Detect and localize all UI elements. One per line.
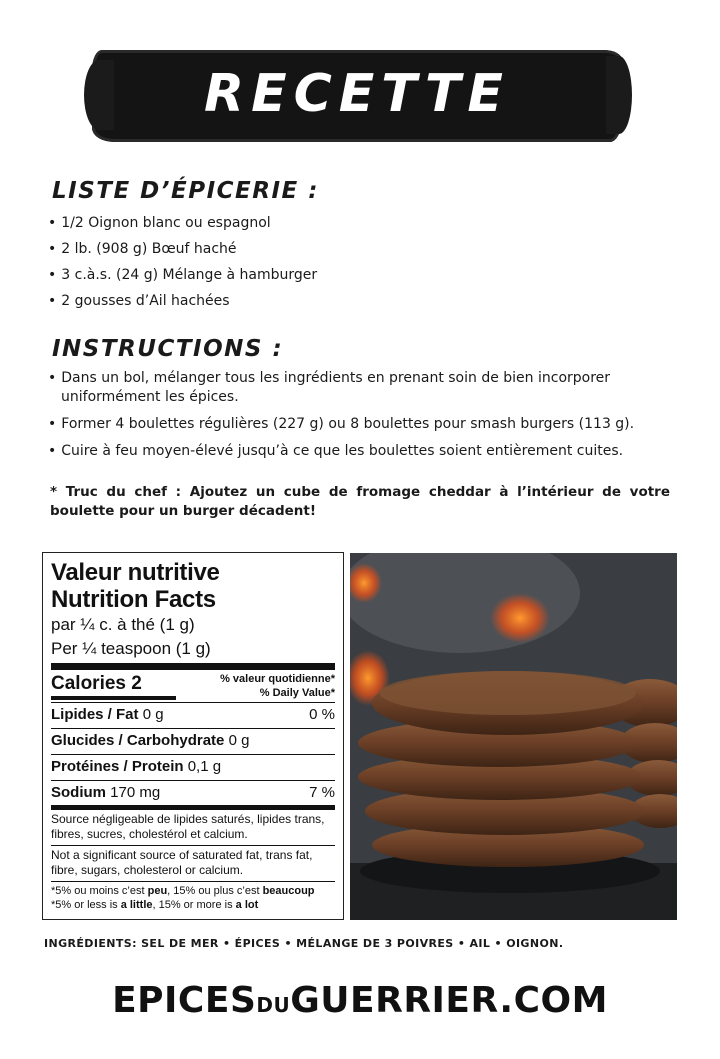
serving-size-fr: par ¼ c. à thé (1 g): [51, 615, 195, 634]
nutrition-title-fr: Valeur nutritive: [51, 559, 220, 586]
list-item: • Dans un bol, mélanger tous les ingrédients en prenant soin de bien incorporer uniformément les épices.: [48, 370, 611, 405]
title-banner: [92, 50, 622, 142]
chef-tip: * Truc du chef : Ajoutez un cube de fromage cheddar à l’intérieur de votre boulette pour un burger décadent!: [50, 484, 670, 519]
burger-patties-image: [350, 553, 677, 920]
nutrient-row-fat: Lipides / Fat 0 g 0 %: [51, 703, 335, 729]
nutrition-note-en: Not a significant source of saturated fat, trans fat, fibre, sugars, cholesterol or calcium.: [51, 846, 335, 882]
nutrition-title-en: Nutrition Facts: [51, 586, 216, 613]
daily-value-header: % valeur quotidienne* % Daily Value*: [220, 673, 335, 699]
grocery-list: [48, 210, 317, 314]
daily-value-footnote: *5% ou moins c’est peu, 15% ou plus c’est beaucoup *5% or less is a little, 15% or more is a lot: [51, 885, 315, 911]
nutrient-row-carbohydrate: Glucides / Carbohydrate 0 g: [51, 729, 335, 755]
list-item: • Former 4 boulettes régulières (227 g) ou 8 boulettes pour smash burgers (113 g).: [48, 416, 635, 432]
ingredients-line: INGRÉDIENTS: SEL DE MER • ÉPICES • MÉLANGE DE 3 POIVRES • AIL • OIGNON.: [44, 937, 564, 950]
list-item: • 1/2 Oignon blanc ou espagnol: [48, 215, 271, 231]
grocery-heading: LISTE D’ÉPICERIE :: [52, 178, 319, 204]
nutrient-row-protein: Protéines / Protein 0,1 g: [51, 755, 335, 781]
list-item: • 3 c.à.s. (24 g) Mélange à hamburger: [48, 267, 318, 283]
nutrition-facts-table: [42, 552, 344, 920]
serving-size-en: Per ¼ teaspoon (1 g): [51, 639, 211, 658]
calories-row: [51, 670, 335, 702]
instructions-heading: INSTRUCTIONS :: [52, 336, 284, 362]
burger-patties-illustration: [350, 553, 677, 920]
divider: [51, 663, 335, 670]
list-item: • 2 lb. (908 g) Bœuf haché: [48, 241, 237, 257]
list-item: • Cuire à feu moyen-élevé jusqu’à ce que les boulettes soient entièrement cuites.: [48, 443, 624, 459]
page-title: RECETTE: [204, 64, 510, 124]
website-url: EPICESDUGUERRIER.COM: [112, 980, 608, 1021]
instructions-list: [48, 369, 671, 469]
calories-label: Calories 2: [51, 673, 142, 694]
divider: [51, 696, 176, 700]
list-item: • 2 gousses d’Ail hachées: [48, 293, 230, 309]
nutrient-row-sodium: Sodium 170 mg 7 %: [51, 781, 335, 810]
nutrition-note-fr: Source négligeable de lipides saturés, lipides trans, fibres, sucres, cholestérol et calcium.: [51, 810, 335, 846]
